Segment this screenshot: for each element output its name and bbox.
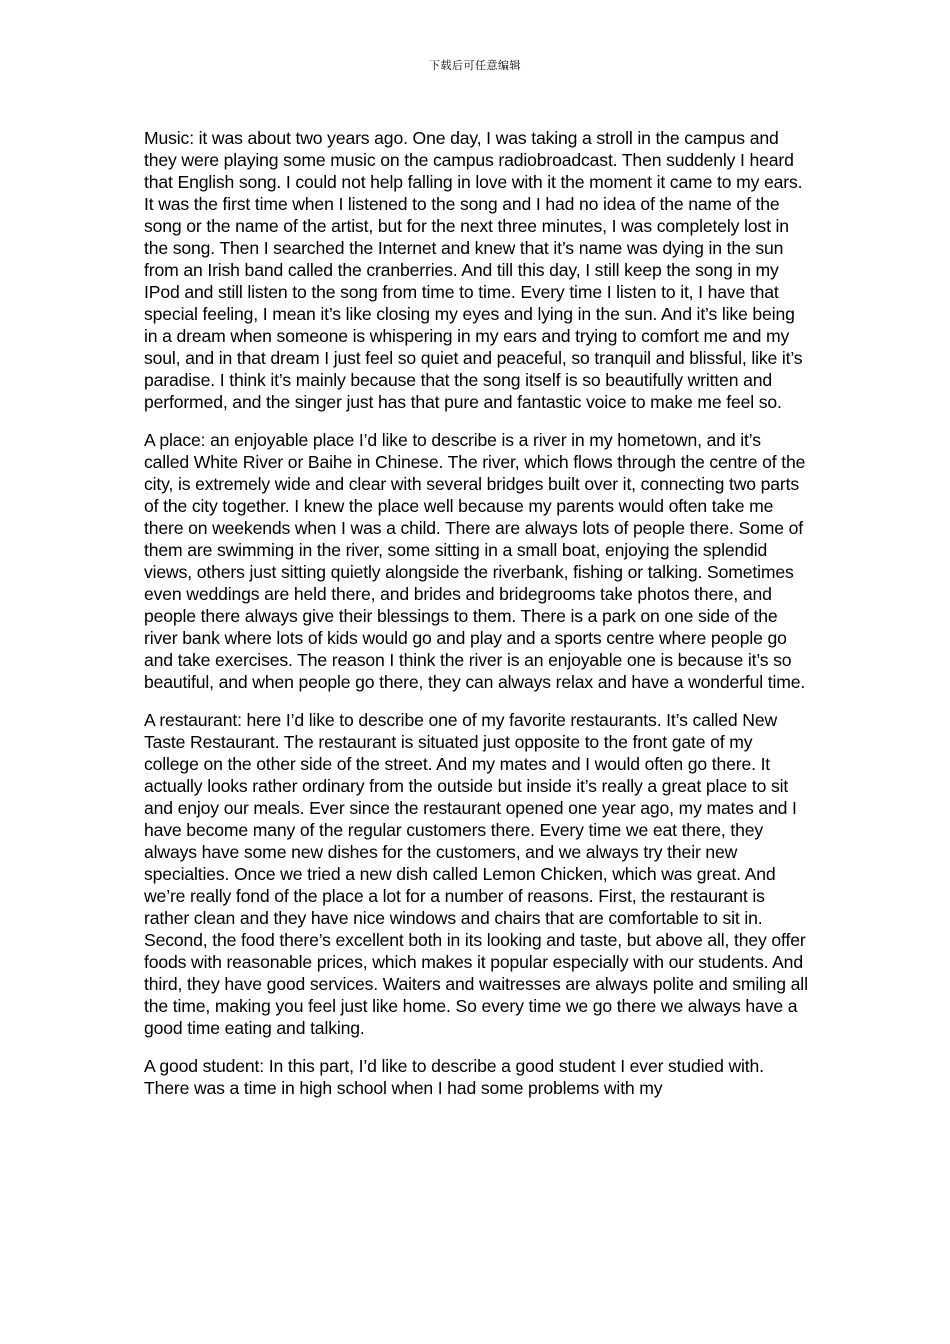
paragraph-music: Music: it was about two years ago. One day, I was taking a stroll in the campus and they were playing some music on the campus radiobroadcast. Then suddenly I heard that English song. I could not help falling in love with it the moment it came to my ears. It was the first time when I listened to the song and I had no idea of the name of the song or the name of the artist, but for the next three minutes, I was completely lost in the song. Then I searched the Internet and knew that it’s name was dying in the sun from an Irish band called the cranberries. And till this day, I still keep the song in my IPod and still listen to the song from time to time. Every time I listen to it, I have that special feeling, I mean it’s like closing my eyes and lying in the sun. And it’s like being in a dream when someone is whispering in my ears and trying to comfort me and my soul, and in that dream I just feel so quiet and peaceful, so tranquil and blissful, like it’s paradise. I think it’s mainly because that the song itself is so beautifully written and performed, and the singer just has that pure and fantastic voice to make me feel so. [144,128,803,412]
paragraph-restaurant: A restaurant: here I’d like to describe one of my favorite restaurants. It’s called New Taste Restaurant. The restaurant is situated just opposite to the front gate of my college on the other side of the street. And my mates and I would often go there. It actually looks rather ordinary from the outside but inside it’s really a great place to sit and enjoy our meals. Ever since the restaurant opened one year ago, my mates and I have become many of the regular customers there. Every time we eat there, they always have some new dishes for the customers, and we always try their new specialties. Once we tried a new dish called Lemon Chicken, which was great. And we’re really fond of the place a lot for a number of reasons. First, the restaurant is rather clean and they have nice windows and chairs that are comfortable to sit in. Second, the food there’s excellent both in its looking and taste, but above all, they offer foods with reasonable prices, which makes it popular especially with our students. And third, they have good services. Waiters and waitresses are always polite and smiling all the time, making you feel just like home. So every time we go there we always have a good time eating and talking. [144,710,808,1038]
document-body [144,127,808,1115]
page-header: 下载后可任意编辑 [429,59,521,72]
paragraph-place: A place: an enjoyable place I’d like to describe is a river in my hometown, and it’s called White River or Baihe in Chinese. The river, which flows through the centre of the city, is extremely wide and clear with several bridges built over it, connecting two parts of the city together. I knew the place well because my parents would often take me there on weekends when I was a child. There are always lots of people there. Some of them are swimming in the river, some sitting in a small boat, enjoying the splendid views, others just sitting quietly alongside the riverbank, fishing or talking. Sometimes even weddings are held there, and brides and bridegrooms take photos there, and people there always give their blessings to them. There is a park on one side of the river bank where lots of kids would go and play and a sports centre where people go and take exercises. The reason I think the river is an enjoyable one is because it’s so beautiful, and when people go there, they can always relax and have a wonderful time. [144,430,806,692]
paragraph-good-student: A good student: In this part, I’d like to describe a good student I ever studied with. There was a time in high school when I had some problems with my [144,1056,764,1098]
